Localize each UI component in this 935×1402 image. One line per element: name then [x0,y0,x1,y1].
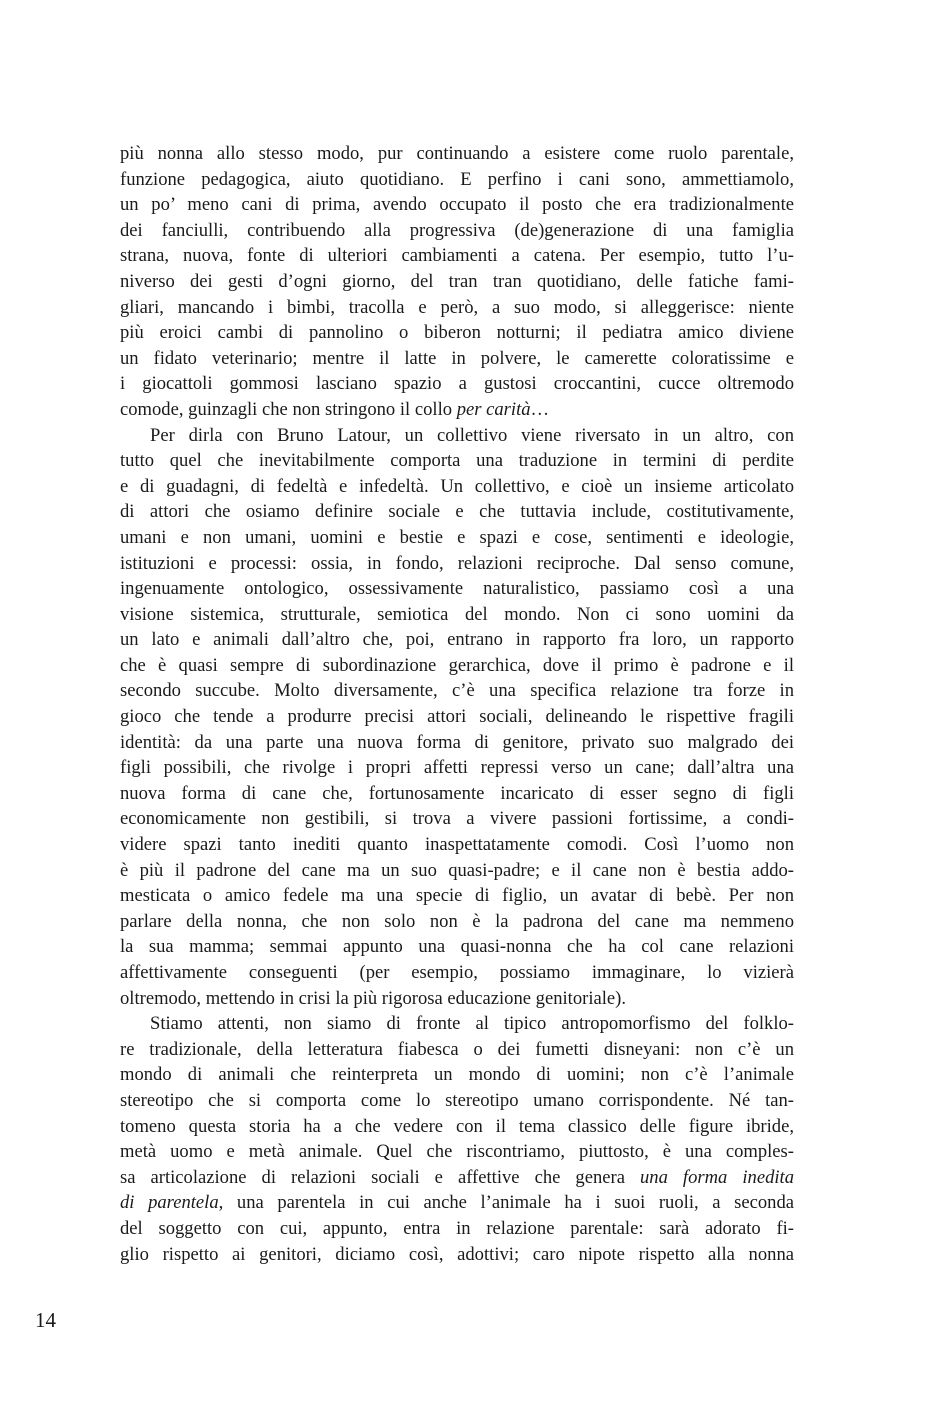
text-line: umani e non umani, uomini e bestie e spazi e cose, sentimenti e ideologie, [120,526,794,548]
text-line: Per dirla con Bruno Latour, un collettivo viene riversato in un altro, con [150,424,794,446]
text-line: è più il padrone del cane ma un suo quasi-padre; e il cane non è bestia addo- [120,859,794,881]
body-text [120,141,794,1267]
text-line: identità: da una parte una nuova forma di genitore, privato suo malgrado dei [120,731,794,753]
text-line [120,1190,794,1216]
text-line: tutto quel che inevitabilmente comporta una traduzione in termini di perdite [120,450,794,472]
text-line: e di guadagni, di fedeltà e infedeltà. Un collettivo, e cioè un insieme articolato [120,475,794,497]
text-line: economicamente non gestibili, si trova a vivere passioni fortissime, a condi- [120,808,794,830]
text-line: niverso dei gesti d’ogni giorno, del tran tran quotidiano, delle fatiche fami- [120,270,794,292]
text-line: metà uomo e metà animale. Quel che riscontriamo, piuttosto, è una comples- [120,1141,794,1163]
text-line: strana, nuova, fonte di ulteriori cambiamenti a catena. Per esempio, tutto l’u- [120,245,794,267]
text-line: re tradizionale, della letteratura fiabesca o dei fumetti disneyani: non c’è un [120,1038,794,1060]
text-line: parlare della nonna, che non solo non è la padrona del cane ma nemmeno [120,910,794,932]
text-line: dei fanciulli, contribuendo alla progressiva (de)generazione di una famiglia [120,219,794,241]
text-line: tomeno questa storia ha a che vedere con il tema classico delle figure ibride, [120,1115,794,1137]
text-line: oltremodo, mettendo in crisi la più rigorosa educazione genitoriale). [120,987,626,1009]
text-line: ingenuamente ontologico, ossessivamente naturalistico, passiamo così a una [120,578,794,600]
text-line: nuova forma di cane che, fortunosamente incaricato di esser segno di figli [120,782,794,804]
text-line: la sua mamma; semmai appunto una quasi-nonna che ha col cane relazioni [120,936,794,958]
text-line: più eroici cambi di pannolino o biberon notturni; il pediatra amico diviene [120,322,794,344]
text-segment: sa articolazione di relazioni sociali e affettive che genera [120,1166,640,1188]
text-line: Stiamo attenti, non siamo di fronte al tipico antropomorfismo del folklo- [150,1013,794,1035]
text-line: visione sistemica, strutturale, semiotica del mondo. Non ci sono uomini da [120,603,794,625]
text-segment: comode, guinzagli che non stringono il collo [120,398,457,420]
text-line: stereotipo che si comporta come lo stereotipo umano corrispondente. Né tan- [120,1089,794,1111]
text-line: gioco che tende a produrre precisi attori sociali, delineando le rispettive fragili [120,706,794,728]
text-line: più nonna allo stesso modo, pur continuando a esistere come ruolo parentale, [120,143,794,164]
text-line: mesticata o amico fedele ma una specie di figlio, un avatar di bebè. Per non [120,885,794,907]
italic-text: di parentela [120,1192,219,1214]
text-line: che è quasi sempre di subordinazione gerarchica, dove il primo è padrone e il [120,654,794,676]
text-line: mondo di animali che reinterpreta un mondo di uomini; non c’è l’animale [120,1064,794,1086]
text-segment: , una parentela in cui anche l’animale ha i suoi ruoli, a seconda [218,1192,794,1214]
text-line: un lato e animali dall’altro che, poi, entrano in rapporto fra loro, un rapporto [120,629,794,651]
text-line: secondo succube. Molto diversamente, c’è una specifica relazione tra forze in [120,680,794,702]
text-line: un fidato veterinario; mentre il latte in polvere, le camerette coloratissime e [120,347,794,369]
text-line: figli possibili, che rivolge i propri affetti repressi verso un cane; dall’altra una [120,757,794,779]
text-line: videre spazi tanto inediti quanto inaspettatamente comodi. Così l’uomo non [120,834,794,856]
text-line: gliari, mancando i bimbi, tracolla e però, a suo modo, si alleggerisce: niente [120,296,794,318]
text-line: funzione pedagogica, aiuto quotidiano. E perfino i cani sono, ammettiamolo, [120,168,794,190]
italic-text: una forma inedita [639,1166,794,1188]
text-segment: … [530,398,550,420]
text-line: glio rispetto ai genitori, diciamo così, adottivi; caro nipote rispetto alla nonna [120,1243,794,1265]
text-line: affettivamente conseguenti (per esempio, possiamo immaginare, lo vizierà [120,962,794,983]
text-line [120,1165,794,1191]
text-line [120,397,794,423]
text-line: istituzioni e processi: ossia, in fondo, relazioni reciproche. Dal senso comune, [120,552,794,574]
page-number: 14 [35,1308,56,1332]
text-line: di attori che osiamo definire sociale e che tuttavia include, costitutivamente, [120,501,794,523]
italic-text: per carità [456,398,531,420]
text-line: del soggetto con cui, appunto, entra in relazione parentale: sarà adorato fi- [120,1217,794,1239]
text-line: un po’ meno cani di prima, avendo occupato il posto che era tradizionalmente [120,194,794,216]
text-line: i giocattoli gommosi lasciano spazio a gustosi croccantini, cucce oltremodo [120,373,794,395]
